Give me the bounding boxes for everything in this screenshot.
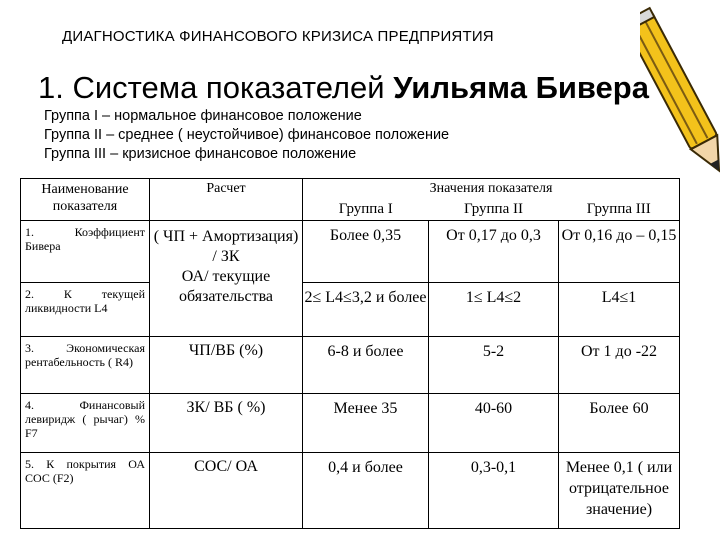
pencil-icon	[640, 0, 720, 190]
row-g3: Более 60	[559, 394, 680, 453]
table-row	[21, 283, 680, 337]
group-line-3: Группа III – кризисное финансовое положение	[44, 146, 357, 162]
beaver-indicator-table	[20, 178, 680, 529]
header-values: Значения показателя	[303, 179, 680, 198]
heading-prefix: 1. Система показателей	[38, 70, 394, 105]
row-g2: 0,3-0,1	[429, 453, 559, 529]
heading-bold: Уильяма Бивера	[393, 70, 649, 105]
row-calc: ЗК/ ВБ ( %)	[150, 394, 303, 453]
row-g1: Более 0,35	[303, 221, 429, 283]
row-g2: 1≤ L4≤2	[429, 283, 559, 337]
table-row	[21, 453, 680, 529]
row-g3: L4≤1	[559, 283, 680, 337]
page-heading	[38, 70, 649, 106]
row-g1: 0,4 и более	[303, 453, 429, 529]
group-line-1: Группа I – нормальное финансовое положение	[44, 108, 362, 124]
row-name: 2. К текущей ликвидности L4	[21, 283, 150, 337]
top-title: ДИАГНОСТИКА ФИНАНСОВОГО КРИЗИСА ПРЕДПРИЯТИЯ	[62, 28, 494, 45]
header-group-1: Группа I	[303, 197, 429, 221]
calc-formula-1: ( ЧП + Амортизация) / ЗК	[153, 228, 299, 265]
table-row	[21, 221, 680, 283]
header-group-2: Группа II	[429, 197, 559, 221]
row-calc: СОС/ ОА	[150, 453, 303, 529]
row-name: 4. Финансовый левиридж ( рычаг) % F7	[21, 394, 150, 453]
row-g1: 2≤ L4≤3,2 и более	[303, 283, 429, 337]
header-name: Наименование показателя	[21, 179, 150, 221]
calc-formula-2: ОА/ текущие обязательства	[178, 268, 274, 305]
row-g3: От 0,16 до – 0,15	[559, 221, 680, 283]
row-name: 3. Экономическая рентабельность ( R4)	[21, 337, 150, 394]
table-row	[21, 337, 680, 394]
row-g2: От 0,17 до 0,3	[429, 221, 559, 283]
row-name: 1. Коэффициент Бивера	[21, 221, 150, 283]
row-g2: 40-60	[429, 394, 559, 453]
row-g2: 5-2	[429, 337, 559, 394]
row-g1: 6-8 и более	[303, 337, 429, 394]
header-calc: Расчет	[150, 179, 303, 221]
row-calc	[150, 221, 303, 337]
group-legend	[44, 107, 449, 164]
header-row	[21, 179, 680, 198]
row-name: 5. К покрытия ОА СОС (F2)	[21, 453, 150, 529]
group-line-2: Группа II – среднее ( неустойчивое) финансовое положение	[44, 127, 450, 143]
row-calc: ЧП/ВБ (%)	[150, 337, 303, 394]
row-g1: Менее 35	[303, 394, 429, 453]
row-g3: Менее 0,1 ( или отрицательное значение)	[559, 453, 680, 529]
table-row	[21, 394, 680, 453]
row-g3: От 1 до -22	[559, 337, 680, 394]
header-group-3: Группа III	[559, 197, 680, 221]
